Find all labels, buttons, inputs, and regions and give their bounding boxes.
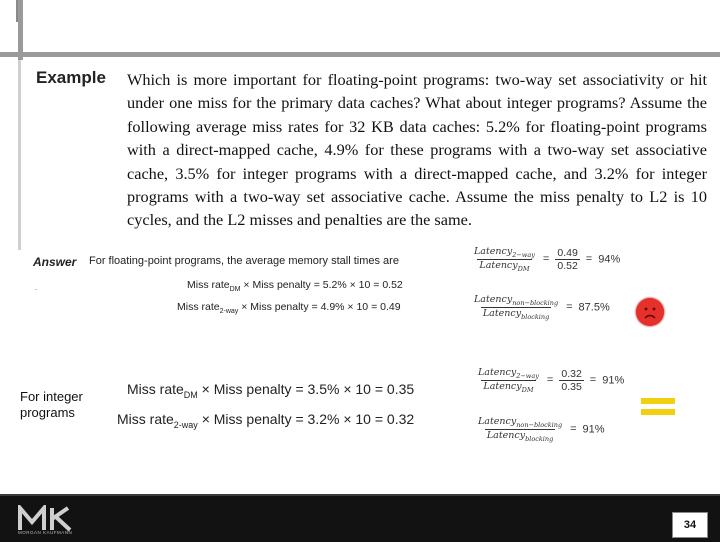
frame-divider: [0, 52, 720, 57]
ratio-fp-nonblocking: $\frac{Latency_{non-blocking}}{Latency_{blocking}}$ = 87.5%: [474, 294, 610, 321]
ratio-fp-2way: $\frac{Latency_{2-way}}{Latency_{DM}}$ = $\frac{0.49}{0.52}$ = 94%: [474, 246, 621, 273]
integer-label: For integer programs: [20, 389, 83, 420]
footer-bar: [0, 494, 720, 542]
fp-stall-2way: Miss rate$_{2-way}$ × Miss penalty = 4.9% × 10 = 0.49: [177, 301, 401, 316]
answer-marker: .: [35, 282, 38, 292]
frame-bar: [18, 0, 23, 60]
fp-stall-dm: Miss rate$_{DM}$ × Miss penalty = 5.2% × 10 = 0.52: [187, 279, 403, 294]
sad-face-icon: [636, 298, 664, 326]
mk-logo: [18, 505, 76, 533]
ratio-int-nonblocking: $\frac{Latency_{non-blocking}}{Latency_{blocking}}$ = 91%: [478, 416, 605, 443]
ratio-int-2way: $\frac{Latency_{2-way}}{Latency_{DM}}$ = $\frac{0.32}{0.35}$ = 91%: [478, 367, 625, 394]
example-label: Example: [36, 68, 106, 87]
equals-icon: [641, 398, 675, 416]
answer-label: Answer: [33, 255, 77, 269]
int-stall-2way: Miss rate$_{2-way}$ × Miss penalty = 3.2% × 10 = 0.32: [117, 411, 415, 430]
logo-subtitle: MORGAN KAUFMANN: [18, 530, 73, 535]
example-text: Which is more important for floating-point programs: two-way set associativity or hit under one miss for the primary data caches? What about integer programs? Assume the following average miss rates for 32 KB data caches: 5.2% for floating-point programs with a direct-mapped cache, 4.9% for these programs with a two-way set associative cache, 3.5% for integer programs with a direct-mapped cache, and 3.2% for integer programs with a two-way set associative cache. Assume the miss penalty to L2 is 10 cycles, and the L2 misses and penalties are the same.: [127, 70, 707, 230]
frame-bar: [18, 60, 21, 250]
int-stall-dm: Miss rate$_{DM}$ × Miss penalty = 3.5% × 10 = 0.35: [127, 381, 415, 400]
page-number: 34: [672, 512, 708, 538]
answer-text: For floating-point programs, the average memory stall times are: [89, 255, 399, 267]
